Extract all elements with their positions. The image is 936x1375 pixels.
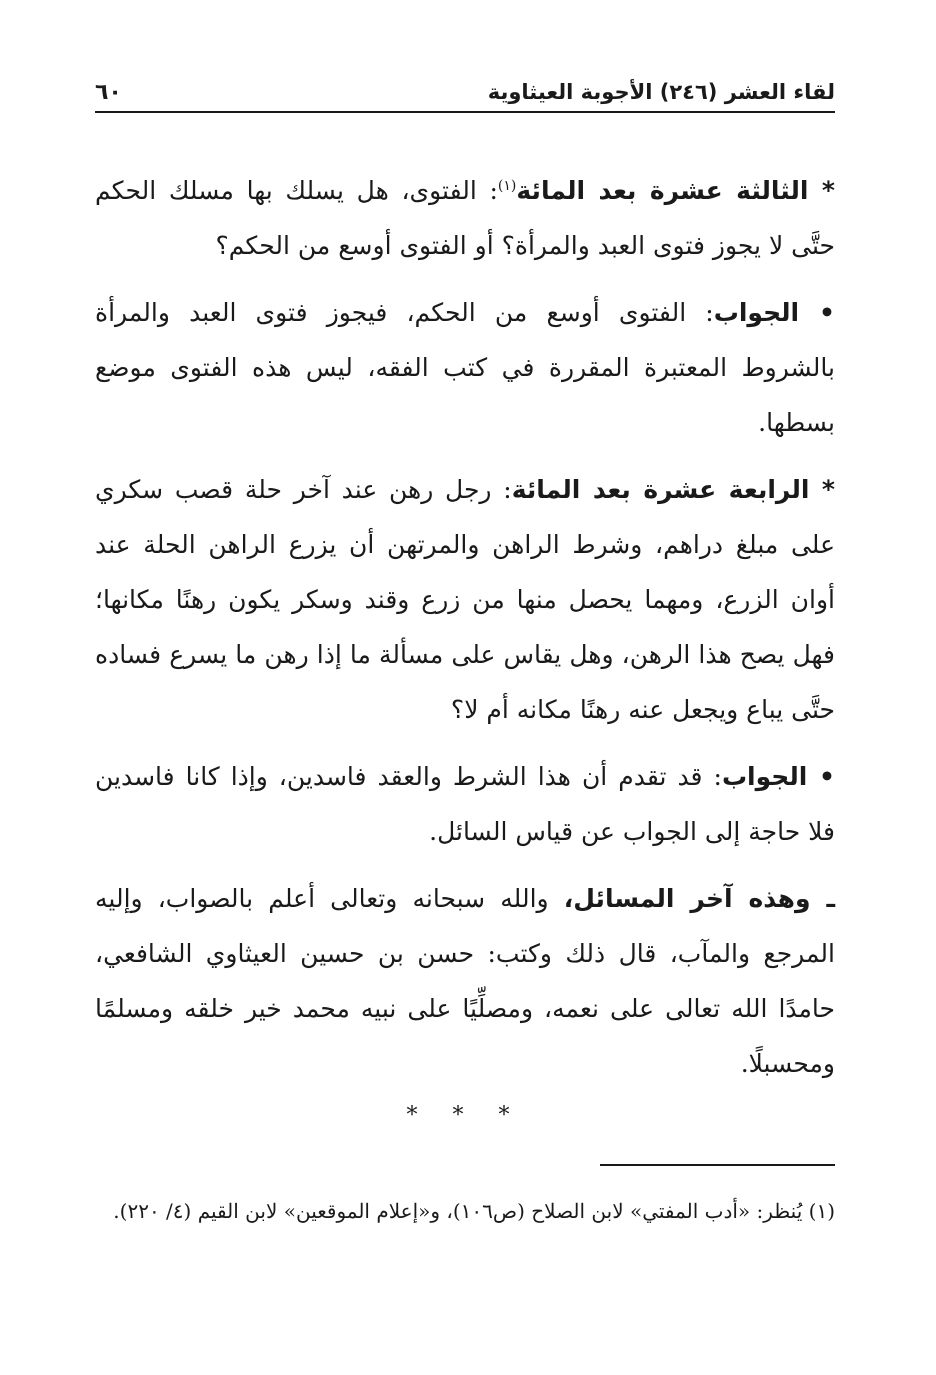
question-text: : الفتوى، هل يسلك بها مسلك الحكم حتَّى لا يجوز فتوى العبد والمرأة؟ أو الفتوى أوسع من الحكم؟ [95, 176, 835, 260]
footnote: (١) يُنظر: «أدب المفتي» لابن الصلاح (ص١٠٦)، و«إعلام الموقعين» لابن القيم (٤/ ٢٢٠). [113, 1199, 835, 1223]
running-header [95, 80, 835, 113]
question-text: : رجل رهن عند آخر حلة قصب سكري على مبلغ دراهم، وشرط الراهن والمرتهن أن يزرع الراهن الحلة عند أوان الزرع، ومهما يحصل منها من زرع وقند وسكر يكون رهنًا مكانها؛ فهل يصح هذا الرهن، وهل يقاس على مسألة ما إذا رهن ما يسرع فساده حتَّى يباع ويجعل عنه رهنًا مكانه أم لا؟ [95, 475, 835, 724]
answer-113 [95, 285, 835, 450]
main-text [95, 163, 835, 1128]
question-heading: * الثالثة عشرة بعد المائة [516, 176, 835, 205]
question-113 [95, 163, 835, 273]
running-title: لقاء العشر (٢٤٦) الأجوبة العيثاوية [487, 80, 835, 104]
page-number: ٦٠ [95, 80, 122, 105]
closing-heading: ـ وهذه آخر المسائل، [563, 884, 835, 913]
question-114 [95, 462, 835, 737]
closing-text: والله سبحانه وتعالى أعلم بالصواب، وإليه المرجع والمآب، قال ذلك وكتب: حسن بن حسين العيثاوي الشافعي، حامدًا الله تعالى على نعمه، ومصلِّيًا على نبيه محمد خير خلقه ومسلمًا ومحسبلًا. [95, 884, 835, 1078]
answer-text: : الفتوى أوسع من الحكم، فيجوز فتوى العبد والمرأة بالشروط المعتبرة المقررة في كتب الفقه، ليس هذه الفتوى موضع بسطها. [95, 298, 835, 437]
footnote-reference: (١) [497, 178, 517, 194]
question-heading: * الرابعة عشرة بعد المائة [511, 475, 835, 504]
answer-text: : قد تقدم أن هذا الشرط والعقد فاسدين، وإذا كانا فاسدين فلا حاجة إلى الجواب عن قياس السائل. [95, 762, 835, 846]
answer-heading: • الجواب [713, 298, 835, 327]
answer-heading: • الجواب [721, 762, 836, 791]
book-page [95, 80, 835, 1230]
footnote-divider [600, 1164, 835, 1166]
answer-114 [95, 749, 835, 859]
closing-paragraph [95, 871, 835, 1091]
section-separator: * * * [406, 1103, 524, 1128]
